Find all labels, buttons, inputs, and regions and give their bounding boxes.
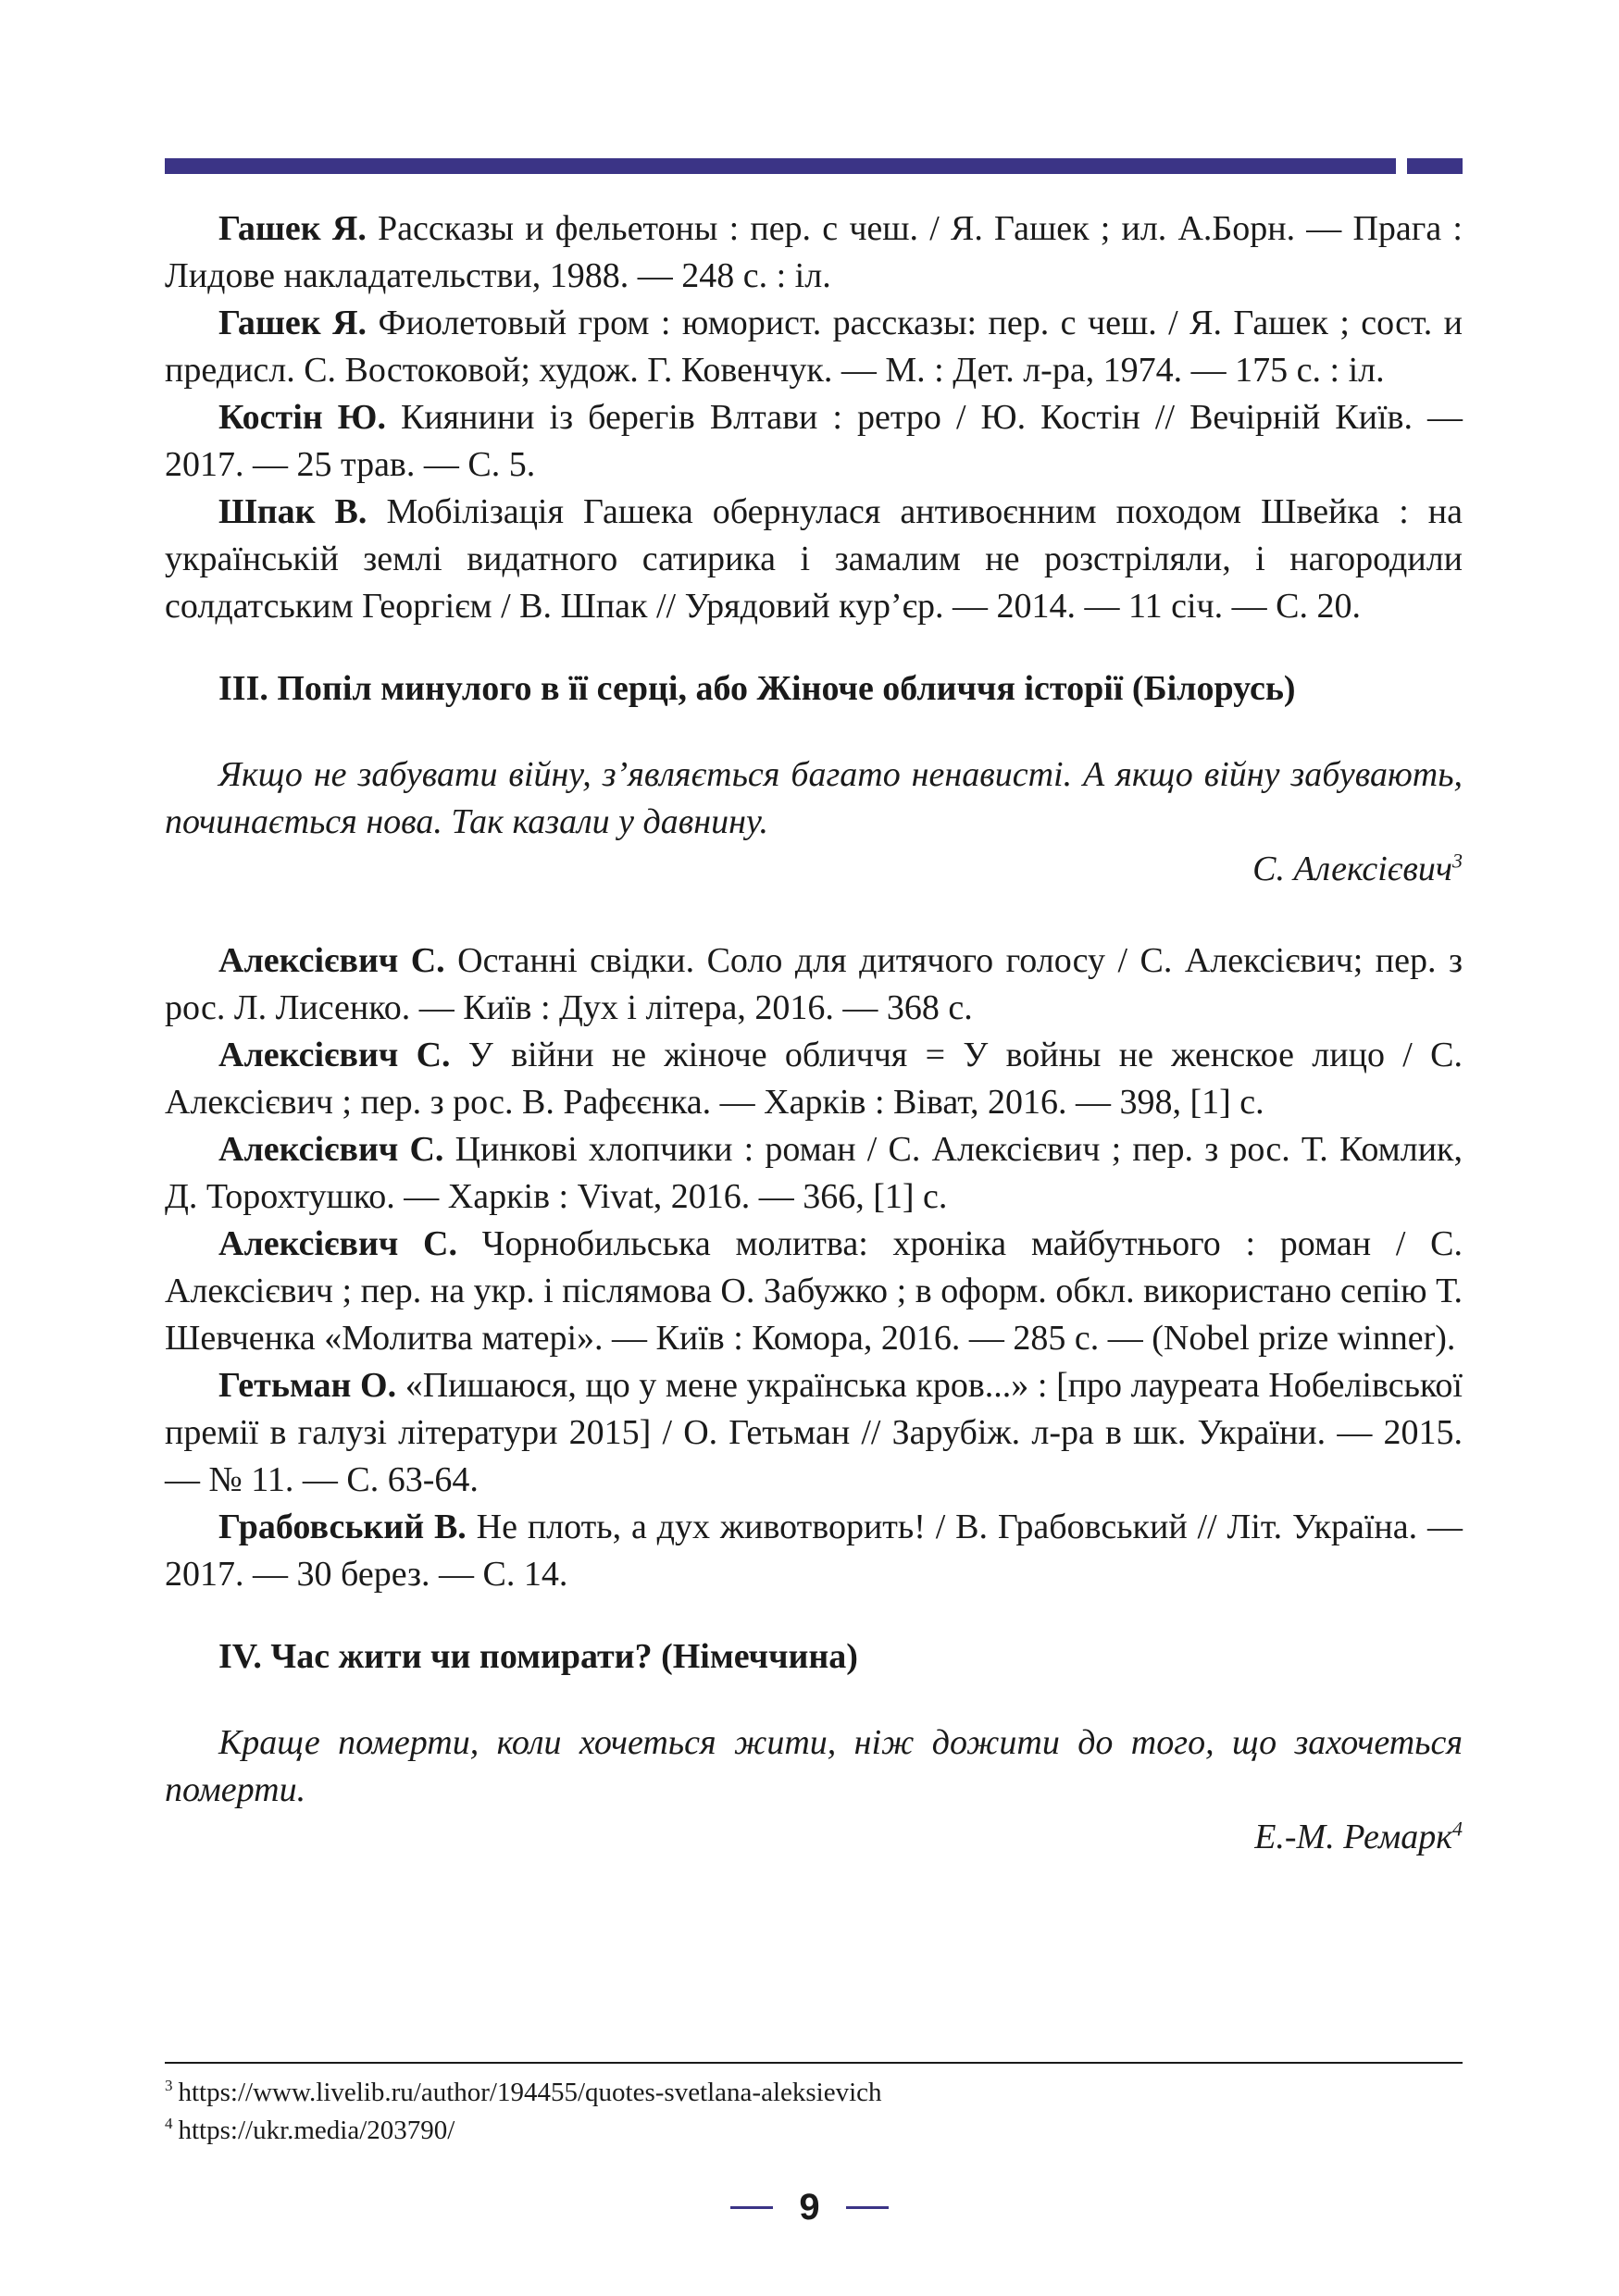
bib-entry xyxy=(165,1504,1463,1598)
footnote-divider xyxy=(165,2062,1463,2064)
bib-text: Цинкові хлопчики : роман / С. Алексієвич ; пер. з рос. Т. Комлик, Д. Торохтушко. — Харків : Vivat, 2016. — 366, [1] с. xyxy=(165,1130,1463,1216)
bib-text: У війни не жіноче обличчя = У войны не женское лицо / С. Алексієвич ; пер. з рос. В. Рафєєнка. — Харків : Віват, 2016. — 398, [1] с. xyxy=(165,1036,1463,1122)
bib-author: Алексієвич С. xyxy=(218,1036,451,1074)
bib-entry xyxy=(165,394,1463,489)
epigraph-author xyxy=(165,1814,1463,1861)
bib-text: Не плоть, а дух животворить! / В. Грабовський // Літ. Україна. — 2017. — 30 берез. — С. 14. xyxy=(165,1508,1463,1594)
footnote-ref[interactable]: 3 xyxy=(1452,849,1463,873)
page-body xyxy=(165,205,1463,1861)
footnote-link[interactable]: https://www.livelib.ru/author/194455/quotes-svetlana-aleksievich xyxy=(178,2078,882,2107)
bib-entry xyxy=(165,300,1463,394)
footnote-ref[interactable]: 4 xyxy=(1452,1817,1463,1841)
bib-author: Гашек Я. xyxy=(218,209,367,248)
footnote xyxy=(165,2074,1463,2112)
page-number-dash-right xyxy=(846,2206,889,2209)
header-rule-short xyxy=(1407,158,1463,174)
bib-entry xyxy=(165,489,1463,630)
bib-text: Мобілізація Гашека обернулася антивоєнним походом Швейка : на українській землі видатного сатирика і замалим не розстріляли, і нагородили солдатським Георгієм / В. Шпак // Урядовий кур’єр. — 2014. — 11 січ. — С. 20. xyxy=(165,492,1463,626)
bib-text: Чорнобильська молитва: хроніка майбутнього : роман / С. Алексієвич ; пер. на укр. і післямова О. Забужко ; в оформ. обкл. використано сепію Т. Шевченка «Молитва матері». — Київ : Комора, 2016. — 285 с. — (Nobel prize winner). xyxy=(165,1224,1463,1358)
bib-entry xyxy=(165,937,1463,1032)
bib-entry xyxy=(165,1126,1463,1221)
bib-author: Гетьман О. xyxy=(218,1366,397,1405)
header-rule-long xyxy=(165,158,1396,174)
section-title: IV. Час жити чи помирати? (Німеччина) xyxy=(218,1637,858,1676)
bib-author: Гашек Я. xyxy=(218,304,367,342)
epigraph-author-name: С. Алексієвич xyxy=(1252,850,1452,888)
bib-text: Фиолетовый гром : юморист. рассказы: пер. с чеш. / Я. Гашек ; сост. и предисл. С. Востоковой; худож. Г. Ковенчук. — М. : Дет. л-ра, 1974. — 175 с. : іл. xyxy=(165,304,1463,390)
page-number-block xyxy=(0,2187,1619,2228)
epigraph-author-name: Е.-М. Ремарк xyxy=(1254,1818,1452,1856)
bib-author: Алексієвич С. xyxy=(218,1224,457,1263)
bib-author: Шпак В. xyxy=(218,492,367,531)
bib-author: Костін Ю. xyxy=(218,398,386,437)
bib-entry xyxy=(165,1362,1463,1504)
bib-text: Останні свідки. Соло для дитячого голосу / С. Алексієвич; пер. з рос. Л. Лисенко. — Київ : Дух і літера, 2016. — 368 с. xyxy=(165,941,1463,1027)
bib-text: Рассказы и фельетоны : пер. с чеш. / Я. Гашек ; ил. А.Борн. — Прага : Лидове накладательстви, 1988. — 248 с. : іл. xyxy=(165,209,1463,295)
header-rule xyxy=(165,158,1463,174)
bib-author: Грабовський В. xyxy=(218,1508,467,1546)
page-number-dash-left xyxy=(730,2206,773,2209)
footnote-link[interactable]: https://ukr.media/203790/ xyxy=(178,2116,455,2145)
footnote-mark: 4 xyxy=(165,2115,173,2133)
bib-entry xyxy=(165,1221,1463,1362)
epigraph-quote: Краще померти, коли хочеться жити, ніж дожити до того, що захочеться померти. xyxy=(165,1723,1463,1809)
footnote xyxy=(165,2112,1463,2150)
footnote-mark: 3 xyxy=(165,2077,173,2095)
bib-author: Алексієвич С. xyxy=(218,1130,444,1169)
epigraph-author xyxy=(165,846,1463,893)
bib-text: Киянини із берегів Влтави : ретро / Ю. Костін // Вечірній Київ. — 2017. — 25 трав. — С. 5. xyxy=(165,398,1463,484)
footnotes xyxy=(165,2074,1463,2150)
bib-entry xyxy=(165,205,1463,300)
bib-entry xyxy=(165,1032,1463,1126)
page-number: 9 xyxy=(799,2187,820,2228)
bib-author: Алексієвич С. xyxy=(218,941,445,980)
epigraph-quote: Якщо не забувати війну, з’являється багато ненависті. А якщо війну забувають, починається нова. Так казали у давнину. xyxy=(165,755,1463,841)
section-title: ІІІ. Попіл минулого в її серці, або Жіноче обличчя історії (Білорусь) xyxy=(218,669,1296,708)
bib-text: «Пишаюся, що у мене українська кров...» : [про лауреата Нобелівської премії в галузі літератури 2015] / О. Гетьман // Зарубіж. л-ра в шк. України. — 2015. — № 11. — С. 63-64. xyxy=(165,1366,1463,1499)
